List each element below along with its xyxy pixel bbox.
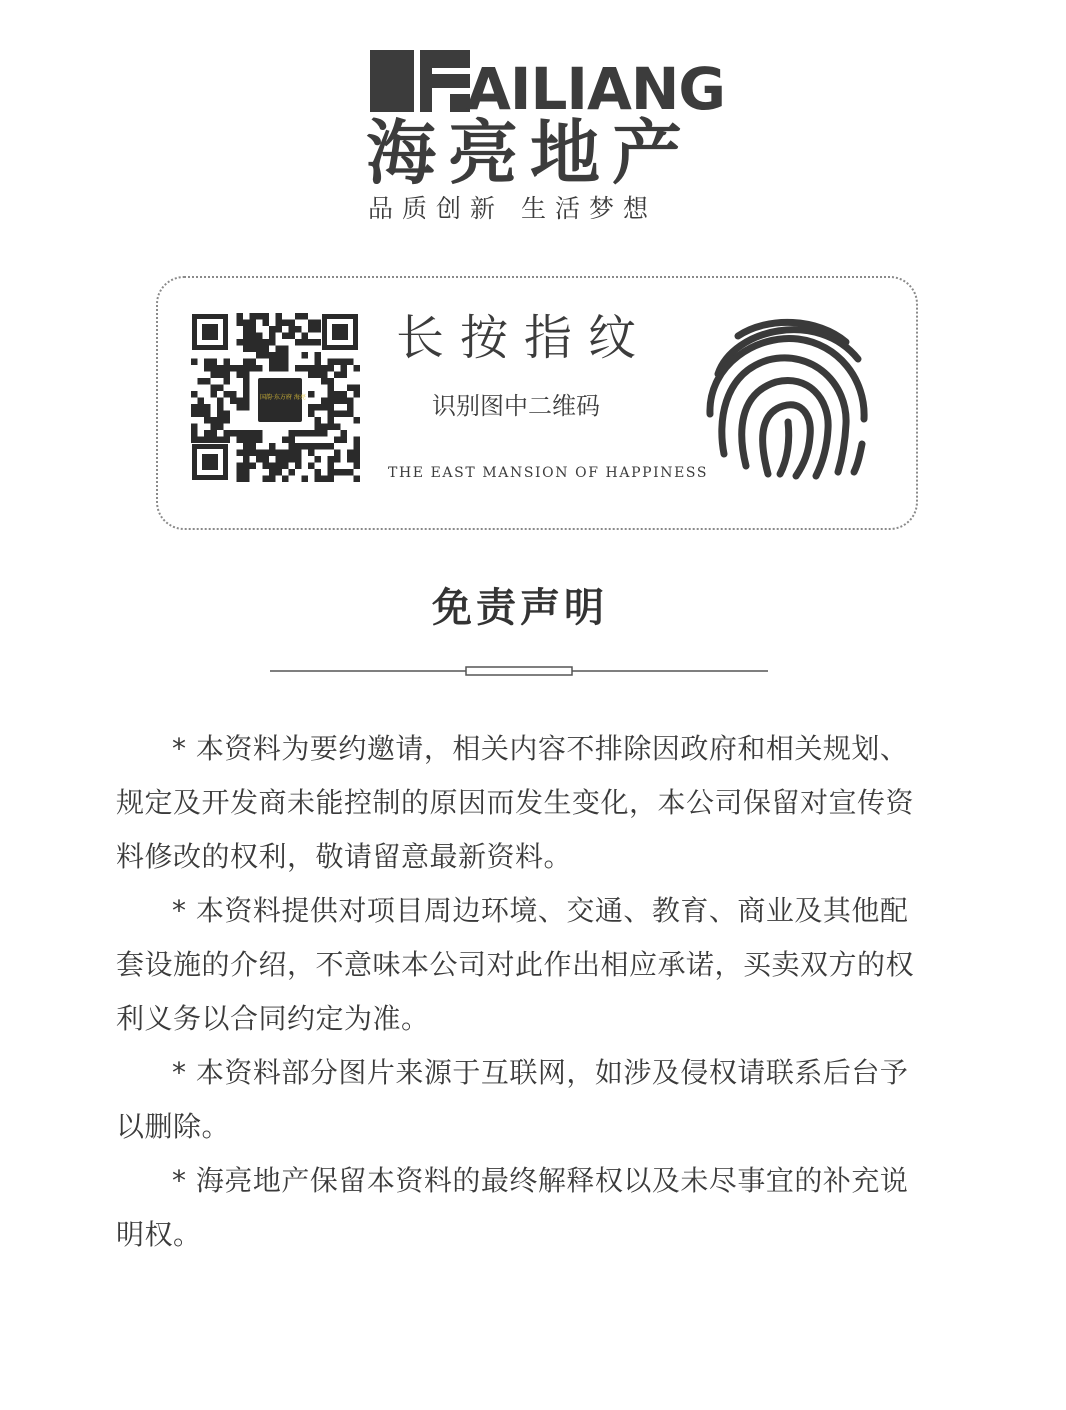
- disclaimer-paragraph: * 本资料部分图片来源于互联网，如涉及侵权请联系后台予以删除。: [116, 1056, 909, 1143]
- hailiang-logo-mark-icon: [370, 50, 470, 112]
- disclaimer-body: [116, 722, 916, 1262]
- disclaimer-title: 免责声明: [432, 585, 608, 631]
- logo-latin-text: AILIANG: [466, 55, 726, 123]
- logo-chinese-text: 海亮地产: [366, 112, 694, 194]
- card-tagline: THE EAST MANSION OF HAPPINESS: [388, 465, 709, 481]
- qr-center-logo: [255, 375, 305, 425]
- disclaimer-paragraph: * 本资料提供对项目周边环境、交通、教育、商业及其他配套设施的介绍，不意味本公司对此作出相应承诺，买卖双方的权利义务以合同约定为准。: [116, 894, 915, 1035]
- logo-slogan: 品质创新 生活梦想: [368, 194, 657, 223]
- disclaimer-paragraph: * 本资料为要约邀请，相关内容不排除因政府和相关规划、规定及开发商未能控制的原因而发生变化，本公司保留对宣传资料修改的权利，敬请留意最新资料。: [116, 732, 915, 873]
- card-title: 长按指纹: [396, 310, 653, 366]
- qr-center-text: 国韵·东方府 海亮: [260, 394, 306, 401]
- section-divider: [270, 666, 768, 676]
- fingerprint-icon[interactable]: [698, 304, 878, 484]
- card-subtitle: 识别图中二维码: [432, 392, 600, 420]
- disclaimer-paragraph: * 海亮地产保留本资料的最终解释权以及未尽事宜的补充说明权。: [116, 1164, 909, 1251]
